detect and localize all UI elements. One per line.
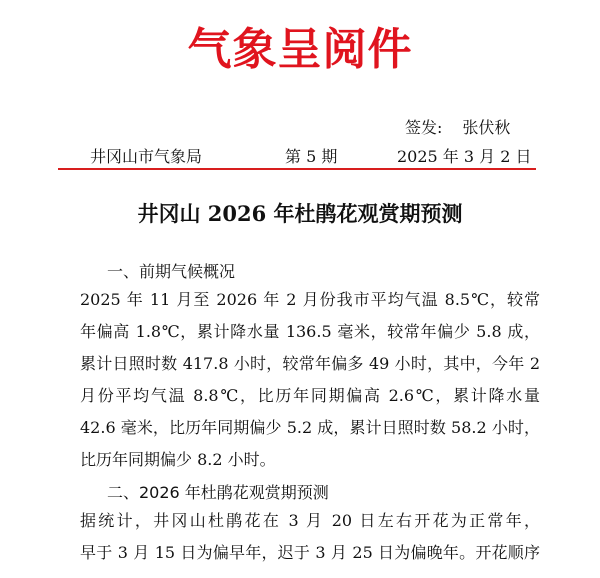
paragraph-line: 累计日照时数 417.8 小时，较常年偏多 49 小时，其中，今年 2 <box>80 354 540 373</box>
signer-label: 签发: <box>405 118 443 137</box>
masthead-title: 气象呈阅件 <box>187 24 413 75</box>
signer-line <box>405 118 510 138</box>
paragraph-line: 比历年同期偏少 8.2 小时。 <box>80 450 276 469</box>
paragraph-line: 据统计，井冈山杜鹃花在 3 月 20 日左右开花为正常年， <box>80 511 540 530</box>
paragraph-line: 2025 年 11 月至 2026 年 2 月份我市平均气温 8.5℃，较常 <box>80 290 540 309</box>
paragraph-line: 42.6 毫米，比历年同期偏少 5.2 成，累计日照时数 58.2 小时， <box>80 418 540 437</box>
paragraph-forecast <box>80 505 540 569</box>
paragraph-line: 年偏高 1.8℃，累计降水量 136.5 毫米，较常年偏少 5.8 成， <box>80 322 540 341</box>
section-heading-forecast: 二、2026 年杜鹃花观赏期预测 <box>107 483 329 502</box>
paragraph-climate <box>80 284 540 476</box>
paragraph-line: 早于 3 月 15 日为偏早年，迟于 3 月 25 日为偏晚年。开花顺序 <box>80 543 540 562</box>
document-title: 井冈山 2026 年杜鹃花观赏期预测 <box>137 201 463 226</box>
signer-name: 张伏秋 <box>462 118 511 137</box>
paragraph-line: 月份平均气温 8.8℃，比历年同期偏高 2.6℃，累计降水量 <box>80 386 540 405</box>
issuing-agency: 井冈山市气象局 <box>90 147 203 166</box>
red-divider <box>58 168 536 170</box>
section-heading-climate: 一、前期气候概况 <box>107 262 236 281</box>
issue-date: 2025 年 3 月 2 日 <box>397 147 532 166</box>
issue-number: 第 5 期 <box>285 147 338 166</box>
